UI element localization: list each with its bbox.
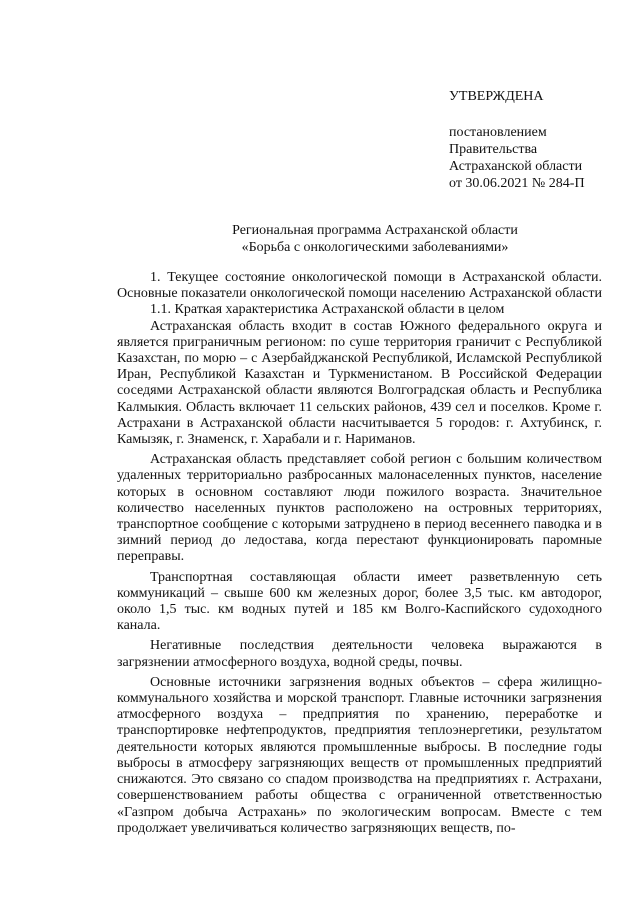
program-title-line: «Борьба с онкологическими заболеваниями» <box>241 240 509 255</box>
approval-line: Правительства <box>449 142 538 157</box>
subsection-heading: 1.1. Краткая характеристика Астраханской области в целом <box>150 302 505 318</box>
approval-stamp <box>449 88 585 192</box>
paragraph: Транспортная составляющая области имеет разветвленную сеть коммуникаций – свыше 600 км железных дорог, более 3,5 тыс. км автодорог, около 1,5 тыс. км водных путей и 185 км Волго-Каспийского судоходного канала. <box>117 569 602 634</box>
paragraph: Астраханская область представляет собой регион с большим количеством удаленных территориально разбросанных малонаселенных пунктов, население которых в основном составляют люди пожилого возраста. Значительное количество населенных пунктов расположено на островных территориях, транспортное сообщение с которыми затруднено в период весеннего паводка и в зимний период до ледостава, когда перестают функционировать паромные переправы. <box>117 452 602 565</box>
approval-title: УТВЕРЖДЕНА <box>449 89 544 104</box>
paragraph: Негативные последствия деятельности человека выражаются в загрязнении атмосферного воздуха, водной среды, почвы. <box>117 638 602 670</box>
section-heading: 1. Текущее состояние онкологической помощи в Астраханской области. Основные показатели онкологической помощи населению Астраханской области <box>117 270 602 302</box>
program-title <box>0 222 640 256</box>
paragraph: Астраханская область входит в состав Южного федерального округа и является приграничным регионом: по суше территория граничит с Республикой Казахстан, по морю – с Азербайджанской Республикой, Исламской Республикой Иран, Республикой Казахстан и Туркменистаном. В Российской Федерации соседями Астраханской области являются Волгоградская область и Республика Калмыкия. Область включает 11 сельских районов, 439 сел и поселков. Кроме г. Астрахани в Астраханской области насчитывается 5 городов: г. Ахтубинск, г. Камызяк, г. Знаменск, г. Харабали и г. Нариманов. <box>117 318 602 448</box>
program-title-line: Региональная программа Астраханской области <box>232 223 518 238</box>
approval-line: постановлением <box>449 125 547 140</box>
approval-line: Астраханской области <box>449 159 583 174</box>
paragraph: Основные источники загрязнения водных объектов – сфера жилищно-коммунального хозяйства и морской транспорт. Главные источники загрязнения атмосферного воздуха – предприятия по хранению, переработке и транспортировке нефтепродуктов, предприятия теплоэнергетики, результатом деятельности которых являются промышленные выбросы. В последние годы выбросы в атмосферу загрязняющих веществ от промышленных предприятий снижаются. Это связано со спадом производства на предприятиях г. Астрахани, совершенствованием работы общества с ограниченной ответственностью «Газпром добыча Астрахань» по экологическим вопросам. Вместе с тем продолжает увеличиваться количество загрязняющих веществ, по- <box>117 674 602 836</box>
document-body <box>117 270 602 837</box>
approval-line: от 30.06.2021 № 284-П <box>449 176 585 191</box>
